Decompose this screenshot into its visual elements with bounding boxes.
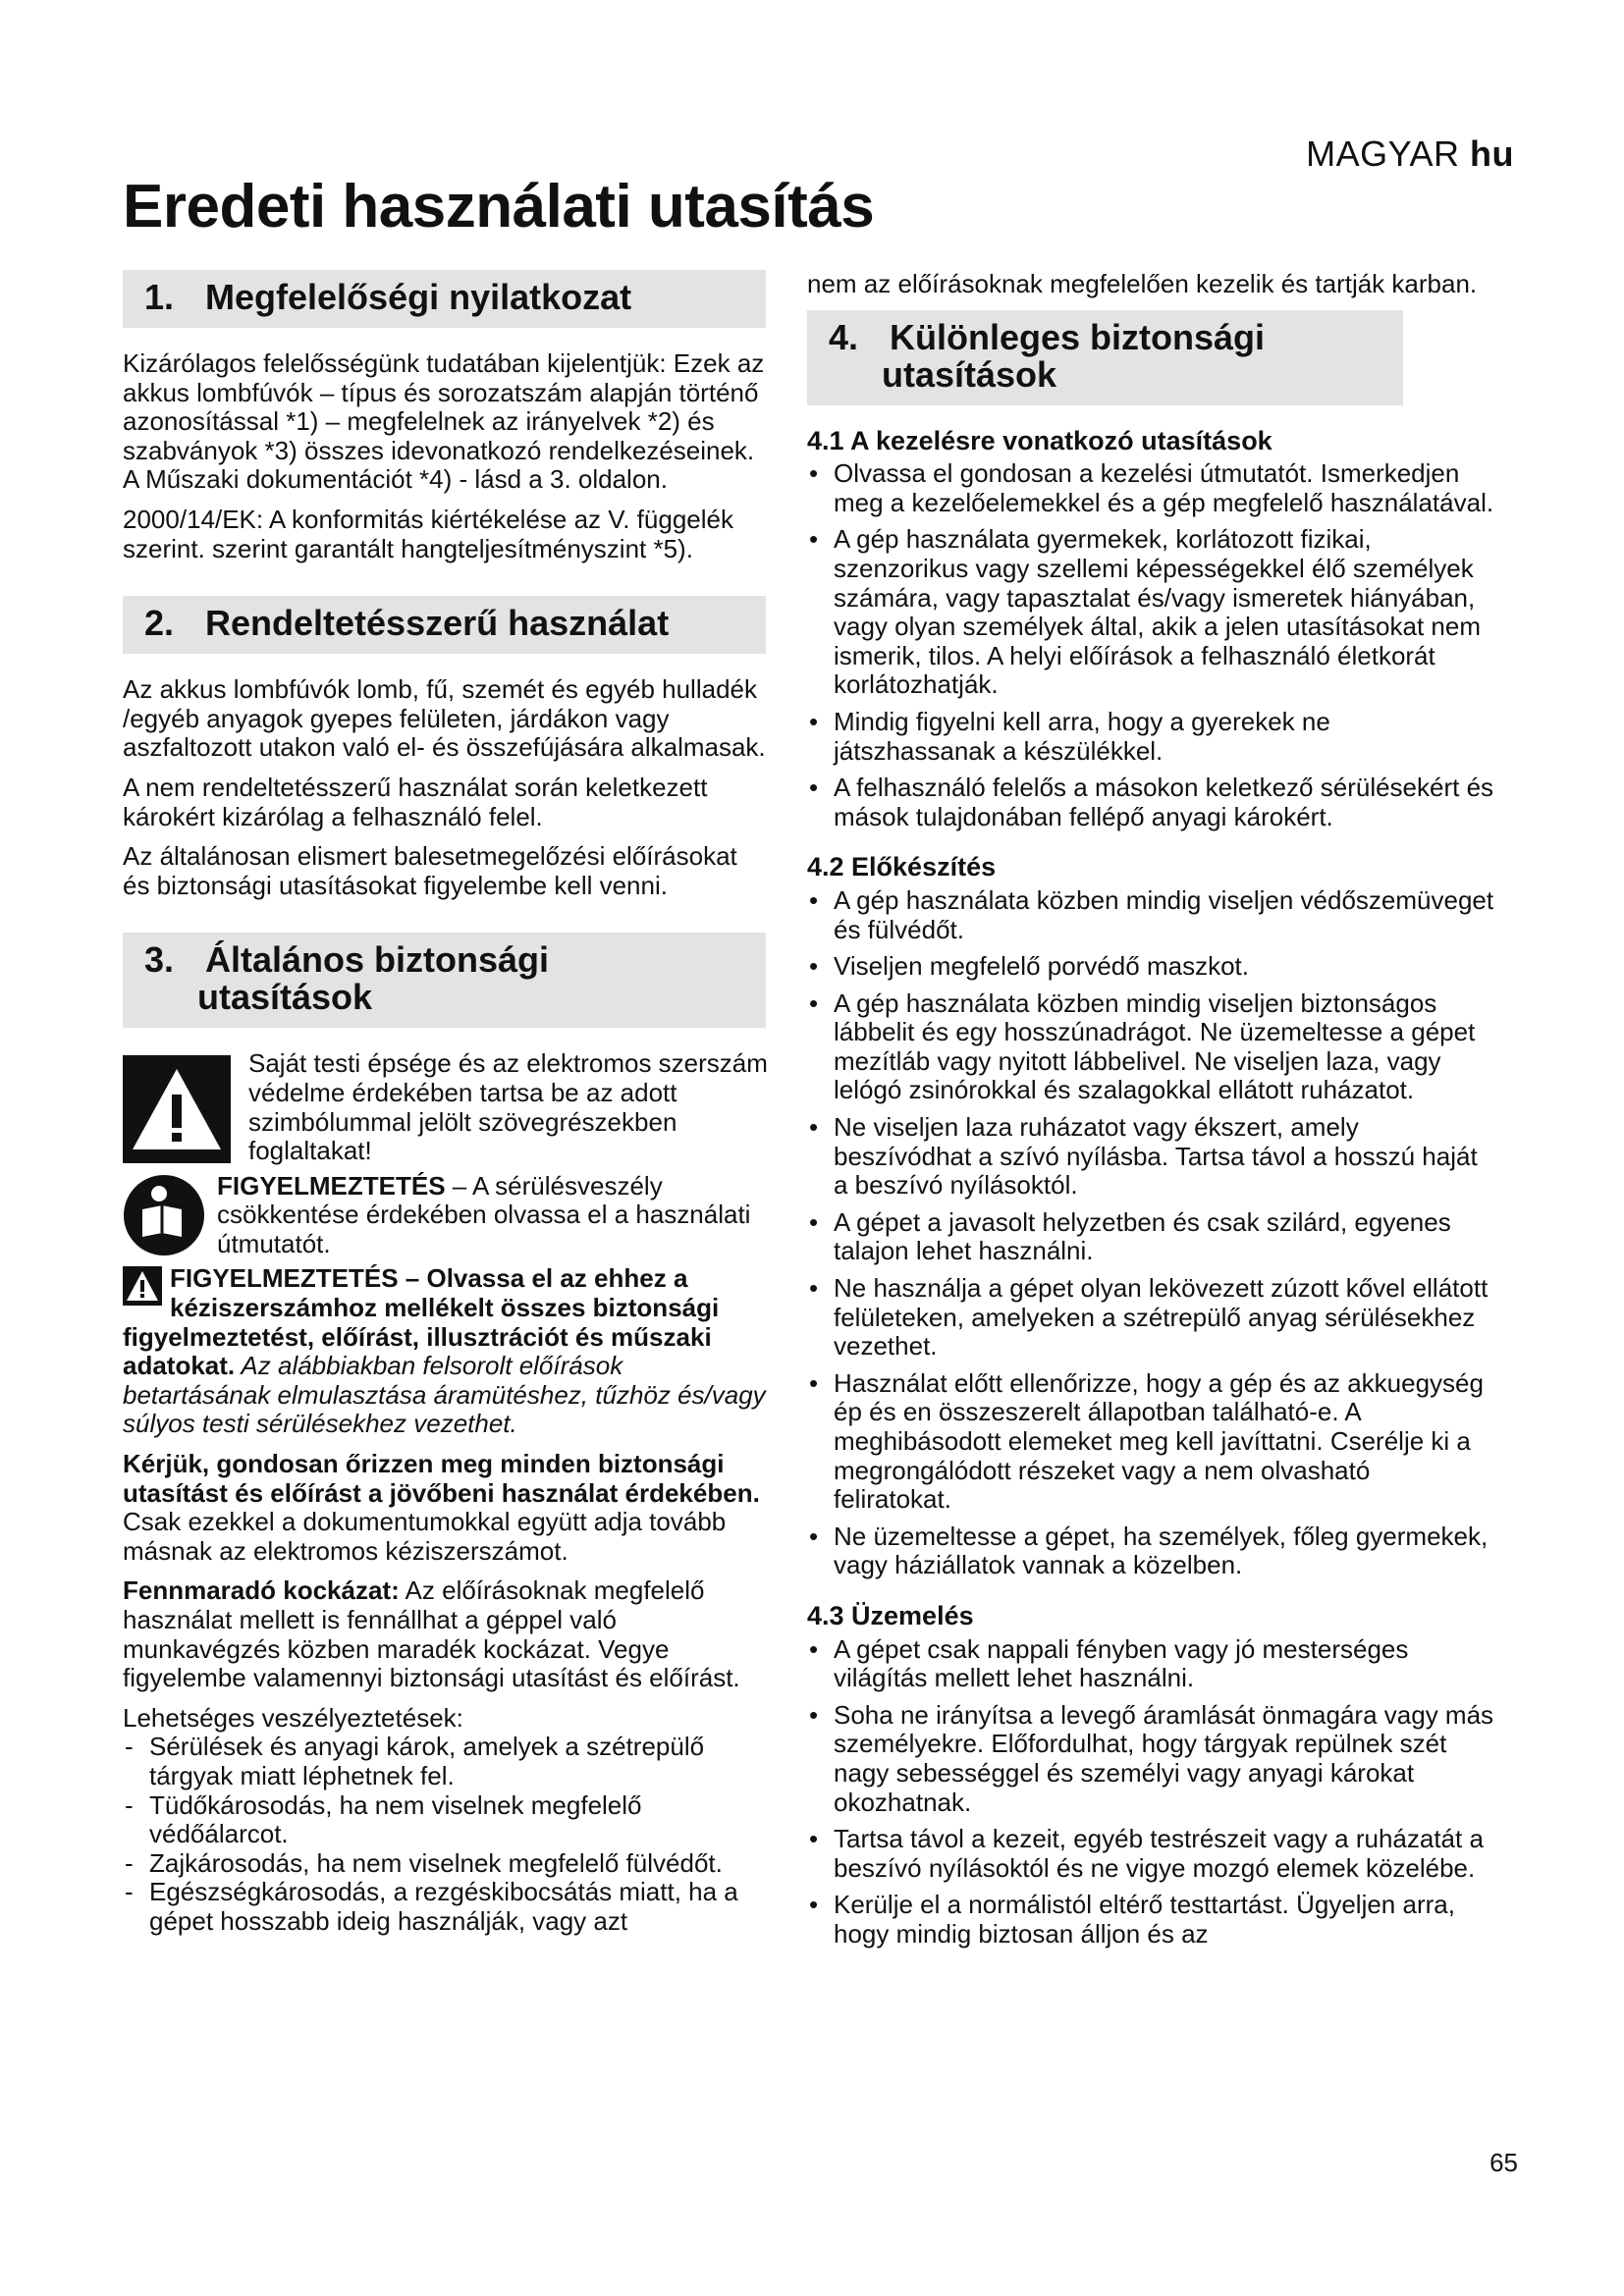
section-2-heading xyxy=(123,596,766,654)
list-item: • Tartsa távol a kezeit, egyéb testrészeit vagy a ruházatát a beszívó nyílásoktól és ne vigye mozgó elemek közelébe. xyxy=(807,1825,1494,1883)
section-3-title-line-1: Általános biztonsági xyxy=(205,939,550,981)
section-2-paragraph-3: Az általánosan elismert balesetmegelőzési előírásokat és biztonsági utasításokat figyelembe kell venni. xyxy=(123,841,737,900)
list-item: • Viseljen megfelelő porvédő maszkot. xyxy=(807,952,1494,982)
section-3-heading xyxy=(123,933,766,1028)
keep-instructions-text: Csak ezekkel a dokumentumokkal együtt adja tovább másnak az elektromos kéziszerszámot. xyxy=(123,1507,727,1566)
section-4-title-line-1: Különleges biztonsági xyxy=(890,316,1266,357)
residual-risk-text: Az előírásoknak megfelelő használat mellett is fennállhat a géppel való munkavégzés közben maradék kockázat. Vegye figyelembe valamennyi biztonsági utasítást és előírást. xyxy=(123,1575,740,1693)
section-1-paragraph-2: 2000/14/EK: A konformitás kiértékelése az V. függelék szerint. szerint garantált hangteljesítményszint *5). xyxy=(123,504,733,563)
list-item: • Soha ne irányítsa a levegő áramlását önmagára vagy más személyekre. Előfordulhat, hogy tárgyak repülnek szét nagy sebességgel és személyi vagy anyagi károkat okozhatnak. xyxy=(807,1701,1494,1817)
list-item: • Ne használja a gépet olyan lekövezett zúzott kővel ellátott felületeken, amelyeken a szétrepülő anyag sérülésekhez vezethet. xyxy=(807,1274,1494,1362)
subsection-4-2-list xyxy=(807,886,1494,1580)
list-item: • Olvassa el gondosan a kezelési útmutatót. Ismerkedjen meg a kezelőelemekkel és a gép megfelelő használatával. xyxy=(807,459,1494,517)
list-item: • A gép használata közben mindig viseljen biztonságos lábbelit és egy hosszúnadrágot. Ne üzemeltesse a gépet mezítláb vagy nyitott lábbelivel. Ne viseljen laza, vagy lelógó zsinórokkal és szalagokkal ellátott ruházatot. xyxy=(807,989,1494,1105)
language-name: MAGYAR xyxy=(1306,133,1460,174)
warning-symbol-note xyxy=(123,1049,771,1165)
section-1-paragraph-1: Kizárólagos felelősségünk tudatában kijelentjük: Ezek az akkus lombfúvók – típus és sorozatszám alapján történő azonosítással *1) – megfelelnek az irányelvek *2) és szabványok *3) összes idevonatkozó rendelkezéseinek. A Műszaki dokumentációt *4) - lásd a 3. oldalon. xyxy=(123,348,765,495)
language-code: hu xyxy=(1470,133,1514,174)
section-2-number: 2. xyxy=(144,603,175,644)
list-item: • A felhasználó felelős a másokon keletkező sérülésekért és mások tulajdonában fellépő anyagi károkért. xyxy=(807,774,1494,831)
warning-symbol-text: Saját testi épsége és az elektromos szerszám védelme érdekében tartsa be az adott szimbólummal jelölt szövegrészekben foglaltakat! xyxy=(248,1048,768,1166)
section-1-heading xyxy=(123,270,766,328)
language-label xyxy=(1306,133,1514,175)
general-warning-italic: Az alábbiakban felsorolt előírások betartásának elmulasztása áramütéshez, tűzhöz és/vagy súlyos testi sérülésekhez vezethet. xyxy=(123,1351,766,1439)
subsection-4-3-title: 4.3 Üzemelés xyxy=(807,1600,974,1630)
section-2-paragraph-2: A nem rendeltetésszerű használat során keletkezett károkért kizárólag a felhasználó felel. xyxy=(123,772,708,831)
read-manual-warning-label: FIGYELMEZTETÉS xyxy=(217,1170,446,1201)
list-item: • A gép használata gyermekek, korlátozott fizikai, szenzorikus vagy szellemi képességekkel élő személyek számára, vagy tapasztalat és/vagy ismeretek hiányában, vagy olyan személyek által, akik a jelen utasításokat nem ismerik, tilos. A helyi előírások a felhasználó életkorát korlátozhatják. xyxy=(807,525,1494,700)
section-4-number: 4. xyxy=(829,316,859,357)
hazards-intro: Lehetséges veszélyeztetések: xyxy=(123,1702,463,1733)
hazard-item: - Zajkárosodás, ha nem viselnek megfelelő fülvédőt. xyxy=(123,1849,771,1879)
residual-risk-label: Fennmaradó kockázat: xyxy=(123,1575,400,1606)
subsection-4-2-title: 4.2 Előkészítés xyxy=(807,852,997,882)
list-item: • Ne üzemeltesse a gépet, ha személyek, főleg gyermekek, vagy háziállatok vannak a közelben. xyxy=(807,1522,1494,1580)
read-manual-icon xyxy=(123,1174,205,1256)
general-warning-bold: FIGYELMEZTETÉS – Olvassa el az ehhez a kéziszerszámhoz mellékelt összes biztonsági figyelmeztetést, előírást, illusztrációt és műszaki adatokat. xyxy=(123,1263,720,1381)
section-2-title: Rendeltetésszerű használat xyxy=(205,603,670,644)
warning-triangle-icon xyxy=(123,1055,231,1163)
list-item: • Mindig figyelni kell arra, hogy a gyerekek ne játszhassanak a készülékkel. xyxy=(807,708,1494,766)
list-item: • A gép használata közben mindig viseljen védőszemüveget és fülvédőt. xyxy=(807,886,1494,944)
section-2-paragraph-1: Az akkus lombfúvók lomb, fű, szemét és egyéb hulladék /egyéb anyagok gyepes felületen, járdákon vagy aszfaltozott utakon való el- és összefújására alkalmasak. xyxy=(123,674,766,763)
warning-triangle-small-icon xyxy=(123,1266,162,1306)
list-item: • Kerülje el a normálistól eltérő testtartást. Ügyeljen arra, hogy mindig biztosan álljon és az xyxy=(807,1891,1494,1949)
residual-risk-paragraph xyxy=(123,1576,771,1692)
hazard-item: - Tüdőkárosodás, ha nem viselnek megfelelő védőálarcot. xyxy=(123,1791,771,1849)
right-column xyxy=(807,270,1494,1961)
subsection-4-3-list xyxy=(807,1635,1494,1949)
keep-instructions-bold: Kérjük, gondosan őrizzen meg minden biztonsági utasítást és előírást a jövőbeni használat érdekében. xyxy=(123,1449,760,1508)
page-title: Eredeti használati utasítás xyxy=(123,173,875,240)
page-number: 65 xyxy=(1489,2148,1518,2177)
read-manual-warning-text: – A sérülésveszély csökkentése érdekében olvassa el a használati útmutatót. xyxy=(217,1170,751,1258)
section-1-number: 1. xyxy=(144,277,175,317)
section-1-title: Megfelelőségi nyilatkozat xyxy=(205,277,632,317)
read-manual-note xyxy=(123,1172,771,1259)
left-column xyxy=(123,270,771,1937)
hazard-item: - Egészségkárosodás, a rezgéskibocsátás miatt, ha a gépet hosszabb ideig használják, vagy azt xyxy=(123,1878,771,1936)
continuation-text: nem az előírásoknak megfelelően kezelik és tartják karban. xyxy=(807,269,1478,298)
hazard-item: - Sérülések és anyagi károk, amelyek a szétrepülő tárgyak miatt léphetnek fel. xyxy=(123,1733,771,1790)
section-3-title-line-2: utasítások xyxy=(197,977,373,1018)
keep-instructions-paragraph xyxy=(123,1450,771,1566)
subsection-4-1-title: 4.1 A kezelésre vonatkozó utasítások xyxy=(807,425,1272,455)
section-4-heading xyxy=(807,310,1403,405)
list-item: • Ne viseljen laza ruházatot vagy ékszert, amely beszívódhat a szívó nyílásba. Tartsa távol a hosszú haját a beszívó nyílásoktól. xyxy=(807,1113,1494,1201)
list-item: • A gépet csak nappali fényben vagy jó mesterséges világítás mellett lehet használni. xyxy=(807,1635,1494,1693)
section-4-title-line-2: utasítások xyxy=(882,353,1057,395)
subsection-4-1-list xyxy=(807,459,1494,831)
list-item: • A gépet a javasolt helyzetben és csak szilárd, egyenes talajon lehet használni. xyxy=(807,1208,1494,1266)
list-item: • Használat előtt ellenőrizze, hogy a gép és az akkuegység ép és en összeszerelt állapotban található-e. A meghibásodott elemeket meg kell javíttatni. Cserélje ki a megrongálódott részeket vagy a nem olvasható feliratokat. xyxy=(807,1369,1494,1515)
section-3-number: 3. xyxy=(144,939,175,981)
general-warning-paragraph xyxy=(123,1264,771,1439)
hazards-list xyxy=(123,1733,771,1936)
